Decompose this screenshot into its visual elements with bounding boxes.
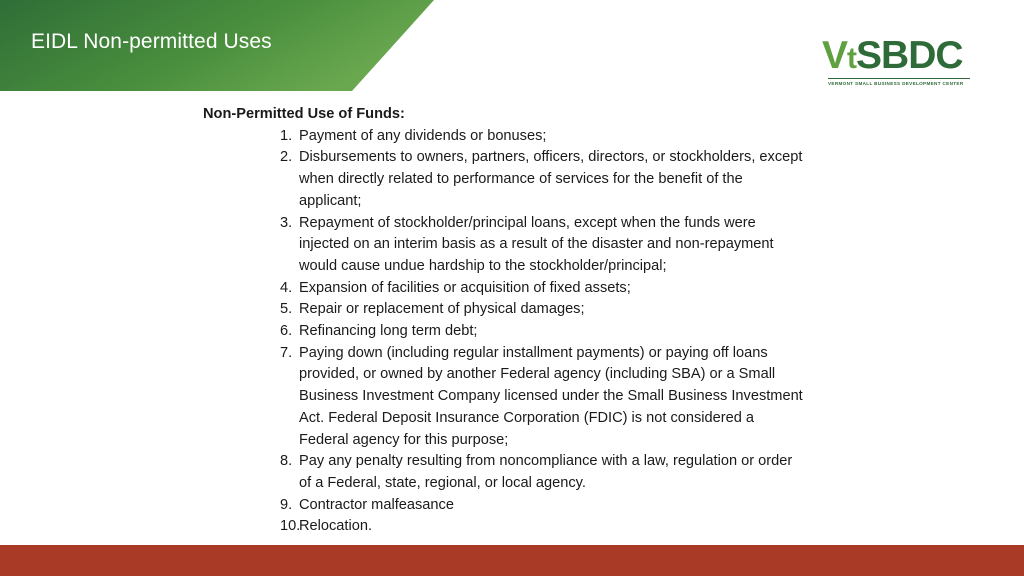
item-text: Paying down (including regular installment payments) or paying off loans provided, or owned by another Federal agency (including SBA) or a Small Business Investment Company licensed under the Small Business Investment Act. Federal Deposit Insurance Corporation (FDIC) is not considered a Federal agency for this purpose; [299, 344, 803, 448]
item-text: Relocation. [299, 518, 373, 535]
list-item [203, 516, 803, 538]
non-permitted-uses-list [203, 126, 803, 538]
list-item [203, 321, 803, 343]
list-item [203, 126, 803, 148]
list-item [203, 495, 803, 517]
list-item [203, 213, 803, 278]
list-item [203, 343, 803, 452]
slide-title: EIDL Non-permitted Uses [31, 30, 272, 53]
item-number: 8. [280, 453, 293, 470]
item-number: 7. [280, 344, 293, 361]
item-number: 3. [280, 214, 293, 231]
logo-letter-t: t [847, 42, 857, 75]
list-item [203, 451, 803, 494]
vtsbdc-logo [822, 36, 972, 92]
item-text: Repayment of stockholder/principal loans, except when the funds were injected on an interim basis as a result of the disaster and non-repayment would cause undue hardship to the stockholder/principal; [299, 214, 774, 274]
item-number: 4. [280, 279, 293, 296]
item-text: Repair or replacement of physical damages; [299, 301, 585, 318]
item-text: Disbursements to owners, partners, officers, directors, or stockholders, except when directly related to performance of services for the benefit of the applicant; [299, 149, 803, 209]
logo-wordmark: SBDC [856, 34, 963, 77]
item-number: 1. [280, 127, 293, 144]
item-number: 5. [280, 301, 293, 318]
list-item [203, 299, 803, 321]
item-text: Expansion of facilities or acquisition of fixed assets; [299, 279, 631, 296]
item-number: 10. [280, 518, 301, 535]
footer-bar [0, 545, 1024, 576]
item-text: Refinancing long term debt; [299, 323, 478, 340]
list-item [203, 147, 803, 212]
item-number: 6. [280, 323, 293, 340]
item-text: Payment of any dividends or bonuses; [299, 127, 547, 144]
logo-tagline: VERMONT SMALL BUSINESS DEVELOPMENT CENTER [828, 81, 964, 86]
logo-letter-v: V [822, 34, 848, 77]
item-text: Pay any penalty resulting from noncompliance with a law, regulation or order of a Federal, state, regional, or local agency. [299, 453, 793, 491]
logo-divider [828, 78, 970, 79]
list-item [203, 278, 803, 300]
item-number: 2. [280, 149, 293, 166]
item-text: Contractor malfeasance [299, 496, 454, 513]
item-number: 9. [280, 496, 293, 513]
slide-body [203, 104, 803, 538]
list-heading: Non-Permitted Use of Funds: [203, 106, 405, 122]
